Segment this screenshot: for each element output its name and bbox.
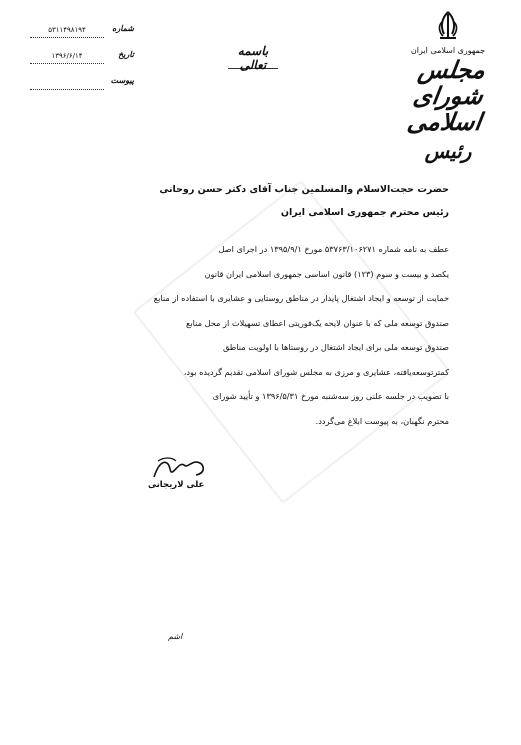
organization-role: رئیس <box>424 139 472 163</box>
number-value: ۵۳۱۱۴۹۸۱۹۴ <box>30 26 104 38</box>
letterhead <box>393 8 503 163</box>
meta-date-row <box>30 50 134 67</box>
number-label: شماره <box>112 24 134 33</box>
republic-label: جمهوری اسلامی ایران <box>410 46 486 55</box>
letter-body <box>89 237 449 433</box>
body-line: حمایت از توسعه و ایجاد اشتغال پایدار در مناطق روستایی و عشایری با استفاده از منابع <box>153 293 449 303</box>
emblem-icon <box>430 8 466 44</box>
date-value: ۱۳۹۶/۶/۱۴ <box>30 52 104 64</box>
meta-attachment-row <box>30 76 134 93</box>
addressee <box>89 178 449 224</box>
basmala: باسمه تعالی <box>228 44 278 69</box>
body-line: یکصد و بیست و سوم (۱۲۳) قانون اساسی جمهوری اسلامی ایران قانون <box>204 268 449 279</box>
addressee-line-2: رئیس محترم جمهوری اسلامی ایران <box>280 207 449 218</box>
signatory-name: علی لاریجانی <box>148 480 205 490</box>
body-line: محترم نگهبان، به پیوست ابلاغ می‌گردد. <box>315 415 449 426</box>
body-line: عطف به نامه شماره ۵۳۷۶۳/۱۰۶۲۷۱ مورخ ۱۳۹۵/۹/۱ در اجرای اصل <box>218 244 449 254</box>
date-label: تاریخ <box>118 50 134 59</box>
body-line: کمترتوسعه‌یافته، عشایری و مرزی به مجلس شورای اسلامی تقدیم گردیده بود، <box>183 366 449 377</box>
body-line: صندوق توسعه ملی برای ایجاد اشتغال در روستاها با اولویت مناطق <box>222 342 449 352</box>
letter-meta <box>30 24 134 102</box>
body-line: با تصویب در جلسه علنی روز سه‌شنبه مورخ ۱۳۹۶/۵/۳۱ و تأیید شورای <box>212 391 449 401</box>
attachment-label: پیوست <box>110 76 134 85</box>
footer-initials: اشم <box>168 632 183 641</box>
meta-number-row <box>30 24 134 41</box>
body-line: صندوق توسعه ملی که با عنوان لایحه یک‌فوریتی اعطای تسهیلات از محل منابع <box>185 317 449 328</box>
organization-name: مجلس شورای اسلامی <box>405 56 488 136</box>
attachment-value <box>30 78 104 90</box>
addressee-line-1: حضرت حجت‌الاسلام والمسلمین جناب آقای دکتر حسن روحانی <box>159 184 449 195</box>
signature-scribble <box>150 455 210 483</box>
